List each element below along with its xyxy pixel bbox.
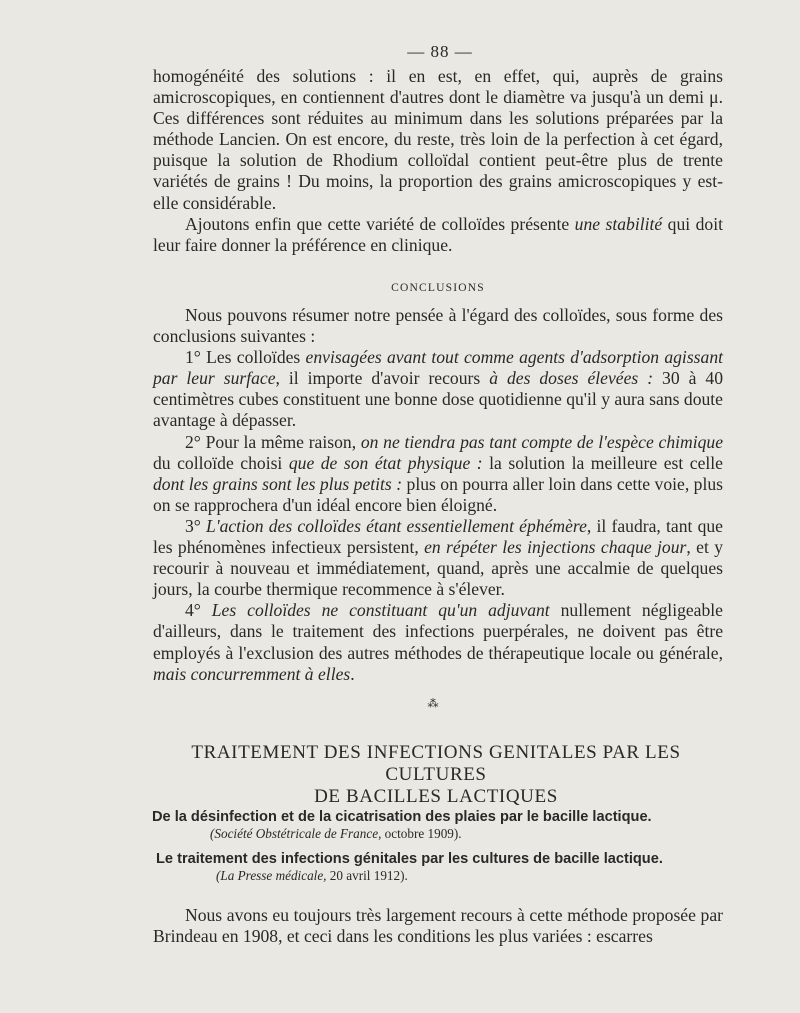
- reference-source: [150, 868, 725, 884]
- reference-date: 20 avril 1912).: [326, 868, 408, 883]
- paragraph: Nous avons eu toujours très largement recours à cette méthode proposée par Brindeau en 1908, et ceci dans les conditions les plus variées : escarres: [153, 905, 723, 947]
- conclusion-3: [153, 516, 723, 600]
- emphasis: une stabilité: [574, 213, 663, 234]
- text-run: 1° Les colloïdes: [185, 347, 306, 368]
- section-title-line: DE BACILLES LACTIQUES: [314, 786, 558, 807]
- reference-entry: [150, 808, 725, 842]
- text-run: plus on pourra aller loin dans cette voie, plus on se rapprochera d'un idéal encore bien éloigné.: [153, 473, 723, 515]
- paragraph: homogénéité des solutions : il en est, en effet, qui, auprès de grains amicroscopiques, en contiennent d'autres dont le diamètre va jusqu'à un demi μ. Ces différences sont réduites au minimum dans les solutions préparées par la méthode Lancien. On est encore, du reste, très loin de la perfection à cet égard, puisque la solution de Rhodium colloïdal contient peut-être plus de trente variétés de grains ! Du moins, la proportion des grains amicroscopiques y est-elle considérable.: [153, 66, 723, 213]
- reference-journal: (Société Obstétricale de France,: [210, 826, 382, 841]
- text-run: Ajoutons enfin que cette variété de colloïdes présente: [185, 213, 575, 234]
- reference-journal: (La Presse médicale,: [216, 868, 327, 883]
- emphasis: mais concurremment à elles: [153, 663, 351, 684]
- reference-title: De la désinfection et de la cicatrisation des plaies par le bacille lactique.: [152, 809, 652, 825]
- conclusion-2: [153, 432, 723, 516]
- conclusions-intro: Nous pouvons résumer notre pensée à l'égard des colloïdes, sous forme des conclusions suivantes :: [153, 305, 723, 347]
- reference-date: octobre 1909).: [381, 826, 462, 841]
- text-run: , il importe d'avoir recours: [275, 368, 490, 389]
- text-run: , et y recourir à nouveau et immédiatement, quand, après une accalmie de quelques jours, la courbe thermique recommence à s'élever.: [153, 537, 723, 600]
- text-run: .: [350, 663, 355, 684]
- emphasis: Les colloïdes ne constituant qu'un adjuvant: [211, 600, 550, 621]
- text-run: la solution la meilleure est celle: [482, 452, 723, 473]
- reference-entry: [150, 850, 725, 884]
- emphasis: dont les grains sont les plus petits :: [153, 473, 403, 494]
- text-run: 30 à 40 centimètres cubes constituent une bonne dose quotidienne qu'il y aura sans doute avantage à dépasser.: [153, 368, 723, 431]
- reference-source: [150, 826, 725, 842]
- reference-title: Le traitement des infections génitales par les cultures de bacille lactique.: [156, 851, 663, 867]
- text-run: 3°: [185, 515, 207, 536]
- section-title-line: TRAITEMENT DES INFECTIONS GENITALES PAR LES CULTURES: [191, 742, 681, 785]
- text-run: du colloïde choisi: [153, 452, 289, 473]
- emphasis: en répéter les injections chaque jour: [424, 537, 687, 558]
- page-number: — 88 —: [407, 42, 473, 61]
- emphasis: on ne tiendra pas tant compte de l'espèce chimique: [360, 431, 723, 452]
- asterism-separator: ⁂: [427, 698, 439, 710]
- conclusions-heading: CONCLUSIONS: [391, 282, 485, 294]
- text-run: 4°: [185, 600, 212, 621]
- text-run: , il faudra, tant que les phénomènes infectieux persistent,: [153, 515, 723, 558]
- section-body: [153, 905, 723, 947]
- continued-text-block: [153, 66, 723, 256]
- text-run: 2° Pour la même raison,: [185, 431, 361, 452]
- emphasis: à des doses élevées :: [489, 368, 654, 389]
- emphasis: que de son état physique :: [288, 452, 483, 473]
- conclusions-block: [153, 305, 723, 685]
- emphasis: envisagées avant tout comme agents d'adsorption agissant par leur surface: [153, 347, 723, 389]
- emphasis: L'action des colloïdes étant essentiellement éphémère: [206, 515, 587, 536]
- conclusion-4: [153, 600, 723, 684]
- text-run: qui doit leur faire donner la préférence en clinique.: [153, 213, 723, 255]
- paragraph: [153, 214, 723, 256]
- section-title: [150, 742, 722, 808]
- conclusion-1: [153, 347, 723, 431]
- text-run: nullement négligeable d'ailleurs, dans le traitement des infections puerpérales, ne doivent pas être employés à l'exclusion des autres méthodes de thérapeutique locale ou générale,: [153, 600, 723, 663]
